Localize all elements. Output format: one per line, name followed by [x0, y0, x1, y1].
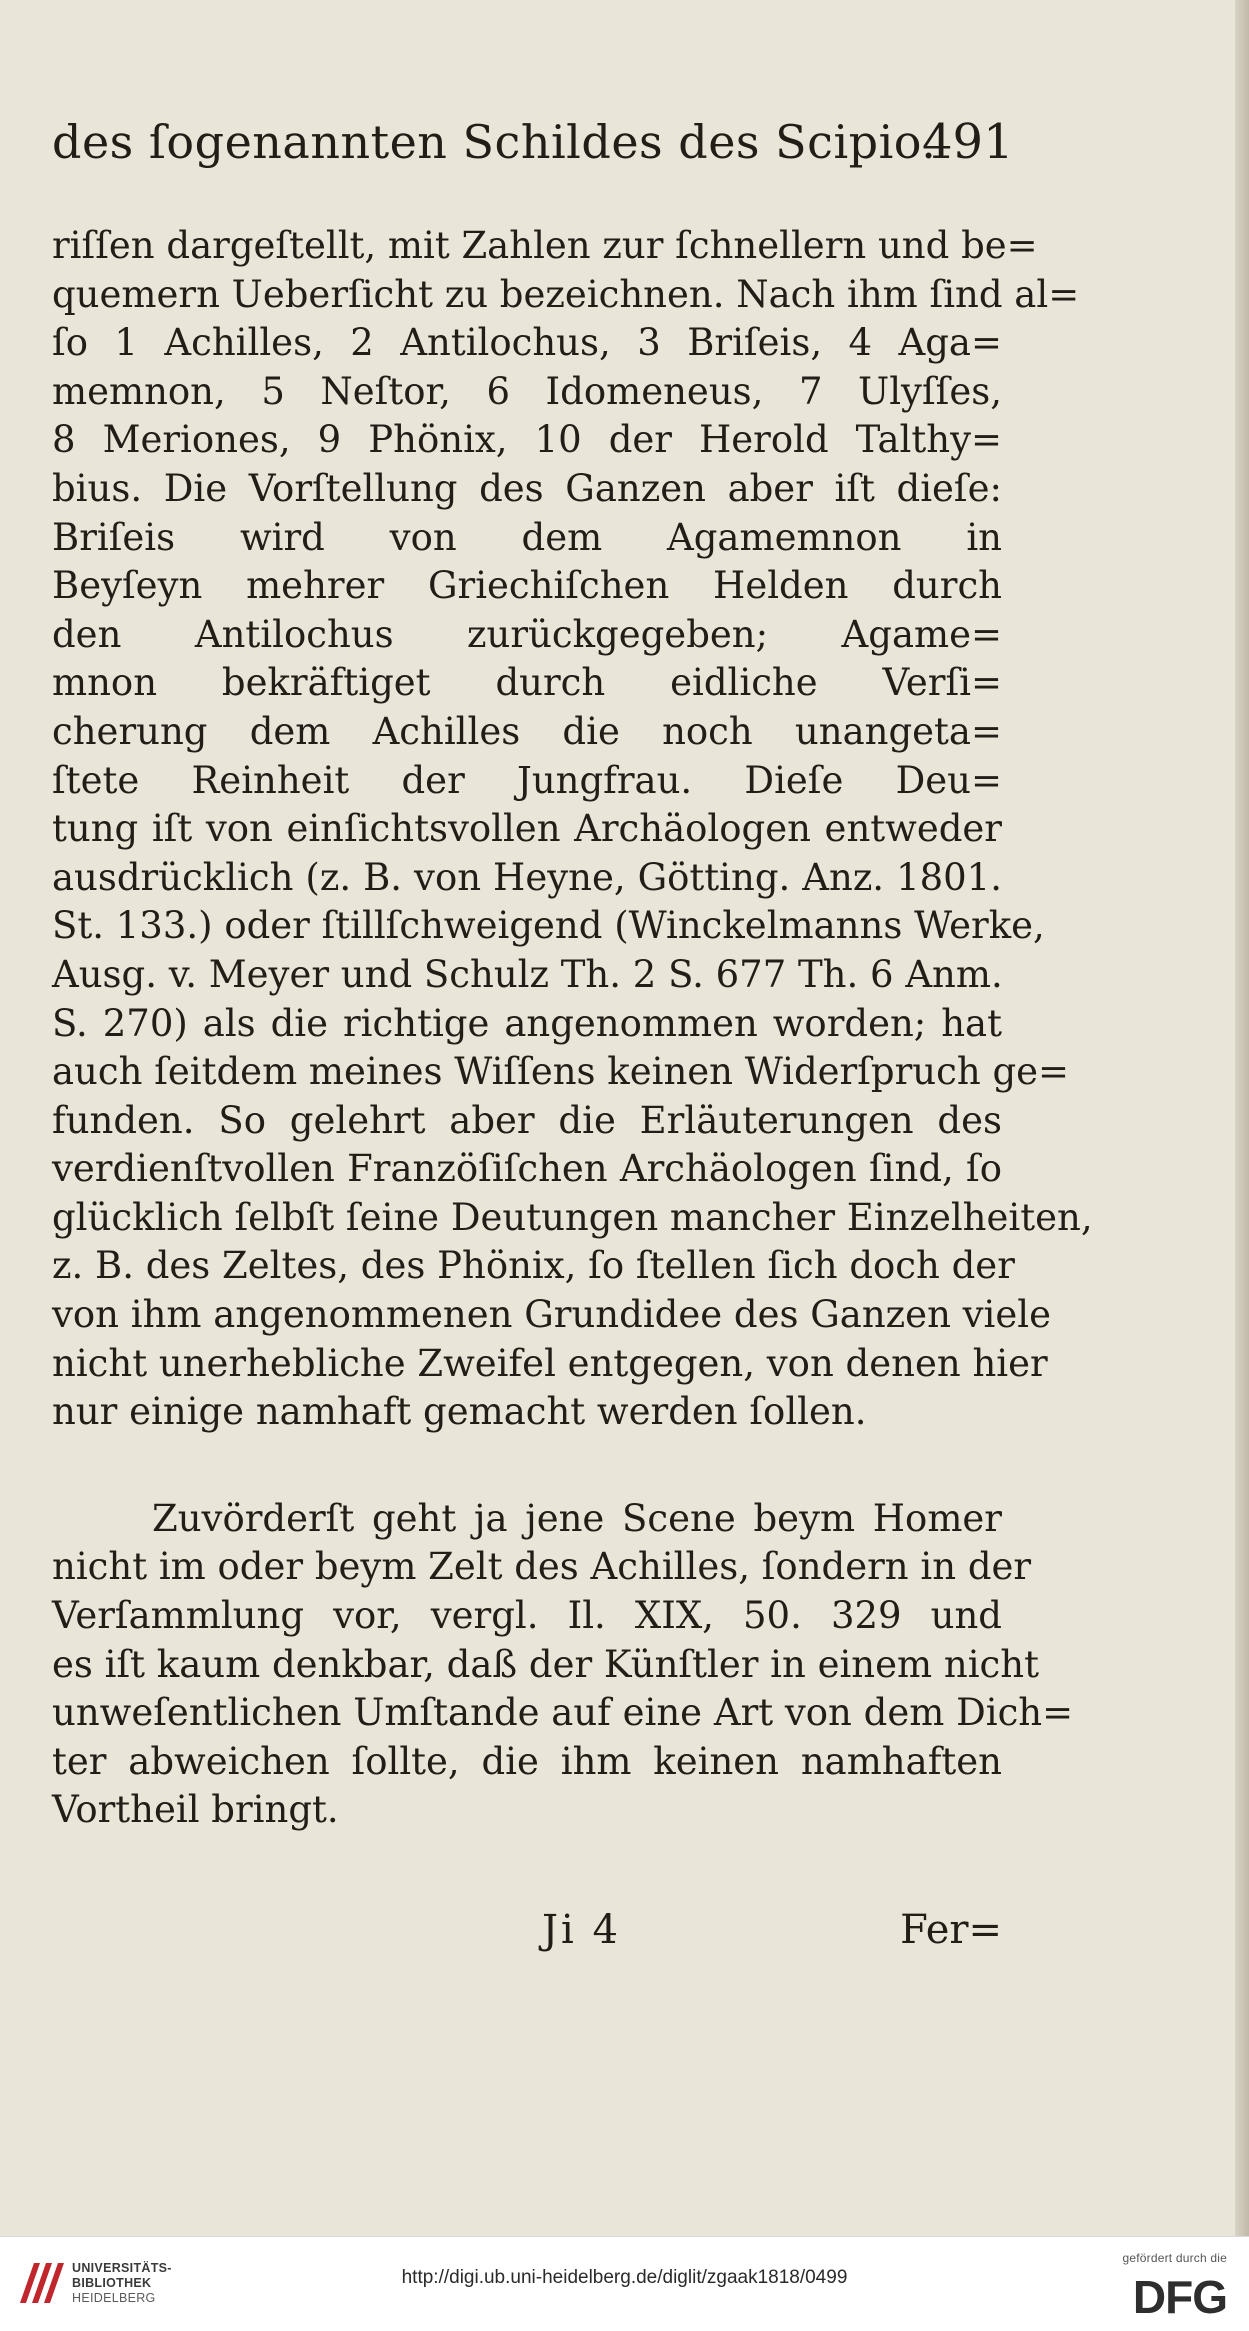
text-line: ausdrücklich (z. B. von Heyne, Götting. Anz. 1801.	[52, 855, 1002, 899]
library-name-line: BIBLIOTHEK	[72, 2276, 152, 2290]
text-line: memnon, 5 Neſtor, 6 Idomeneus, 7 Ulyſſes,	[52, 369, 1002, 413]
text-line: z. B. des Zeltes, des Phönix, ſo ſtellen ſich doch der	[52, 1244, 1015, 1288]
text-line: auch ſeitdem meines Wiſſens keinen Widerſpruch ge=	[52, 1050, 1070, 1094]
paragraph-1	[52, 222, 1093, 1437]
body-text	[52, 222, 1093, 1835]
text-line: verdienſtvollen Franzöſiſchen Archäologen ſind, ſo	[52, 1147, 1002, 1191]
text-line: nur einige namhaft gemacht werden ſollen.	[52, 1390, 867, 1434]
paragraph-gap	[52, 1437, 1002, 1495]
text-line: es iſt kaum denkbar, daß der Künſtler in einem nicht	[52, 1642, 1039, 1686]
page-number: 491	[922, 114, 1014, 170]
running-header: des ſogenannten Schildes des Scipio.	[52, 115, 937, 169]
library-name-line: UNIVERSITÄTS-	[72, 2261, 172, 2275]
text-line: Zuvörderſt geht ja jene Scene beym Homer	[152, 1496, 1002, 1540]
text-line: von ihm angenommenen Grundidee des Ganzen viele	[52, 1293, 1052, 1337]
text-line: 8 Meriones, 9 Phönix, 10 der Herold Talthy=	[52, 418, 1002, 462]
text-line: mnon bekräftiget durch eidliche Verſi=	[52, 661, 1002, 705]
text-line: riſſen dargeſtellt, mit Zahlen zur ſchnellern und be=	[52, 224, 1038, 267]
text-line: ter abweichen ſollte, die ihm keinen namhaften	[52, 1739, 1002, 1783]
text-line: S. 270) als die richtige angenommen worden; hat	[52, 1001, 1002, 1045]
dfg-logo: DFG	[1132, 2271, 1227, 2323]
text-line: cherung dem Achilles die noch unangeta=	[52, 709, 1002, 753]
text-line: Ausg. v. Meyer und Schulz Th. 2 S. 677 Th. 6 Anm.	[52, 952, 1003, 996]
viewer-footer-bar	[0, 2236, 1249, 2331]
signature-mark: Ji 4	[542, 1907, 621, 1953]
text-line: nicht unerhebliche Zweifel entgegen, von denen hier	[52, 1341, 1048, 1385]
text-line: tung iſt von einſichtsvollen Archäologen entweder	[52, 807, 1002, 851]
text-line: Vortheil bringt.	[52, 1788, 339, 1832]
text-line: bius. Die Vorſtellung des Ganzen aber iſt dieſe:	[52, 466, 1002, 510]
text-line: St. 133.) oder ſtillſchweigend (Winckelmanns Werke,	[52, 904, 1045, 948]
library-name-line: HEIDELBERG	[72, 2291, 156, 2305]
text-line: funden. So gelehrt aber die Erläuterungen des	[52, 1098, 1002, 1142]
catchword: Fer=	[900, 1907, 1002, 1953]
text-line: den Antilochus zurückgegeben; Agame=	[52, 612, 1002, 656]
text-line: Beyſeyn mehrer Griechiſchen Helden durch	[52, 564, 1002, 608]
document-url-link[interactable]: http://digi.ub.uni-heidelberg.de/diglit/zgaak1818/0499	[401, 2267, 848, 2288]
text-line: unweſentlichen Umſtande auf eine Art von dem Dich=	[52, 1691, 1074, 1735]
text-line: glücklich ſelbſt ſeine Deutungen mancher Einzelheiten,	[52, 1195, 1093, 1239]
text-line: ſo 1 Achilles, 2 Antilochus, 3 Briſeis, 4 Aga=	[52, 321, 1002, 365]
text-line: quemern Ueberſicht zu bezeichnen. Nach ihm ſind al=	[52, 272, 1080, 316]
text-line: Briſeis wird von dem Agamemnon in	[52, 515, 1002, 559]
page-footer	[52, 1900, 1002, 1960]
funded-by-label: gefördert durch die	[1122, 2251, 1227, 2265]
paragraph-2	[52, 1495, 1074, 1835]
text-line: nicht im oder beym Zelt des Achilles, ſondern in der	[52, 1545, 1032, 1589]
text-line: ſtete Reinheit der Jungfrau. Dieſe Deu=	[52, 758, 1002, 802]
text-line: Verſammlung vor, vergl. Il. XIX, 50. 329 und	[52, 1594, 1002, 1638]
